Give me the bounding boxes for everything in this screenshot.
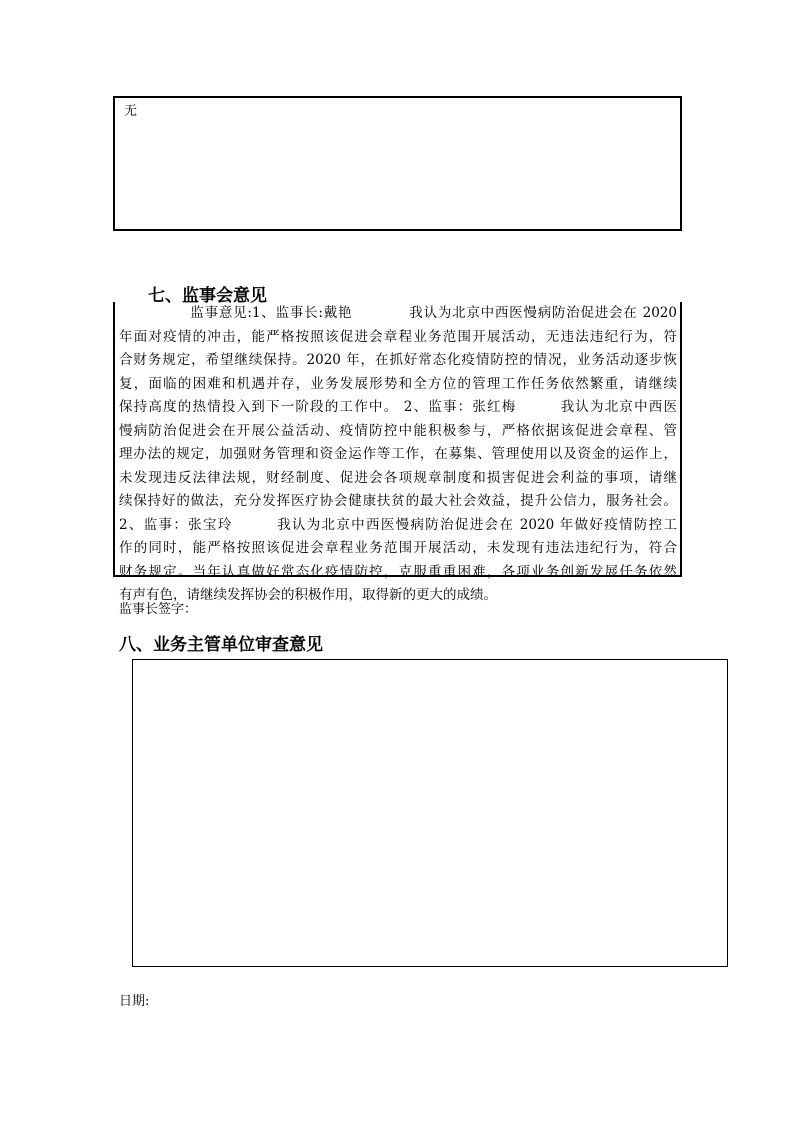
supervisory-board-heading: 七、监事会意见 <box>148 286 267 306</box>
supervisory-opinion-box <box>113 302 682 603</box>
authority-review-box[interactable] <box>132 659 728 967</box>
opinion-line: 年面对疫情的冲击，能严格按照该促进会章程业务范围开展活动，无违法违纪行为，符 <box>119 328 677 345</box>
chief-supervisor-signature-label: 监事长签字： <box>119 602 198 617</box>
section6-opinion-box <box>113 96 682 231</box>
opinion-line: 合财务规定，希望继续保持。2020 年，在抓好常态化疫情防控的情况，业务活动逐步恢 <box>119 352 677 368</box>
opinion-line: 未发现违反法律法规，财经制度、促进会各项规章制度和损害促进会利益的事项，请继 <box>119 469 677 486</box>
opinion-line: 保持高度的热情投入到下一阶段的工作中。 2、监事：张红梅 我认为北京中西医 <box>119 399 677 415</box>
opinion-line: 有声有色，请继续发挥协会的积极作用，取得新的更大的成绩。 <box>119 587 497 603</box>
opinion-line: 2、监事：张宝玲 我认为北京中西医慢病防治促进会在 2020 年做好疫情防控工 <box>119 516 677 533</box>
opinion-line: 财务规定。当年认真做好常态化疫情防控，克服重重困难，各项业务创新发展任务依然 <box>119 563 677 580</box>
opinion-line: 慢病防治促进会在开展公益活动、疫情防控中能积极参与，严格依据该促进会章程、管 <box>119 422 677 439</box>
supervisory-opinion-text <box>119 302 677 608</box>
opinion-line: 续保持好的做法，充分发挥医疗协会健康扶贫的最大社会效益，提升公信力，服务社会。 <box>119 493 677 509</box>
opinion-line: 作的同时，能严格按照该促进会章程业务范围开展活动，未发现有违法违纪行为，符合 <box>119 540 677 556</box>
opinion-line: 监事意见:1、监事长:戴艳 我认为北京中西医慢病防治促进会在 2020 <box>119 305 677 321</box>
opinion-line: 理办法的规定，加强财务管理和资金运作等工作，在募集、管理使用以及资金的运作上， <box>119 446 677 462</box>
opinion-line: 复，面临的困难和机遇并存，业务发展形势和全方位的管理工作任务依然繁重，请继续 <box>119 375 677 392</box>
authority-review-heading: 八、业务主管单位审查意见 <box>119 635 323 655</box>
section6-opinion-text: 无 <box>124 104 138 119</box>
date-label: 日期: <box>119 994 150 1009</box>
